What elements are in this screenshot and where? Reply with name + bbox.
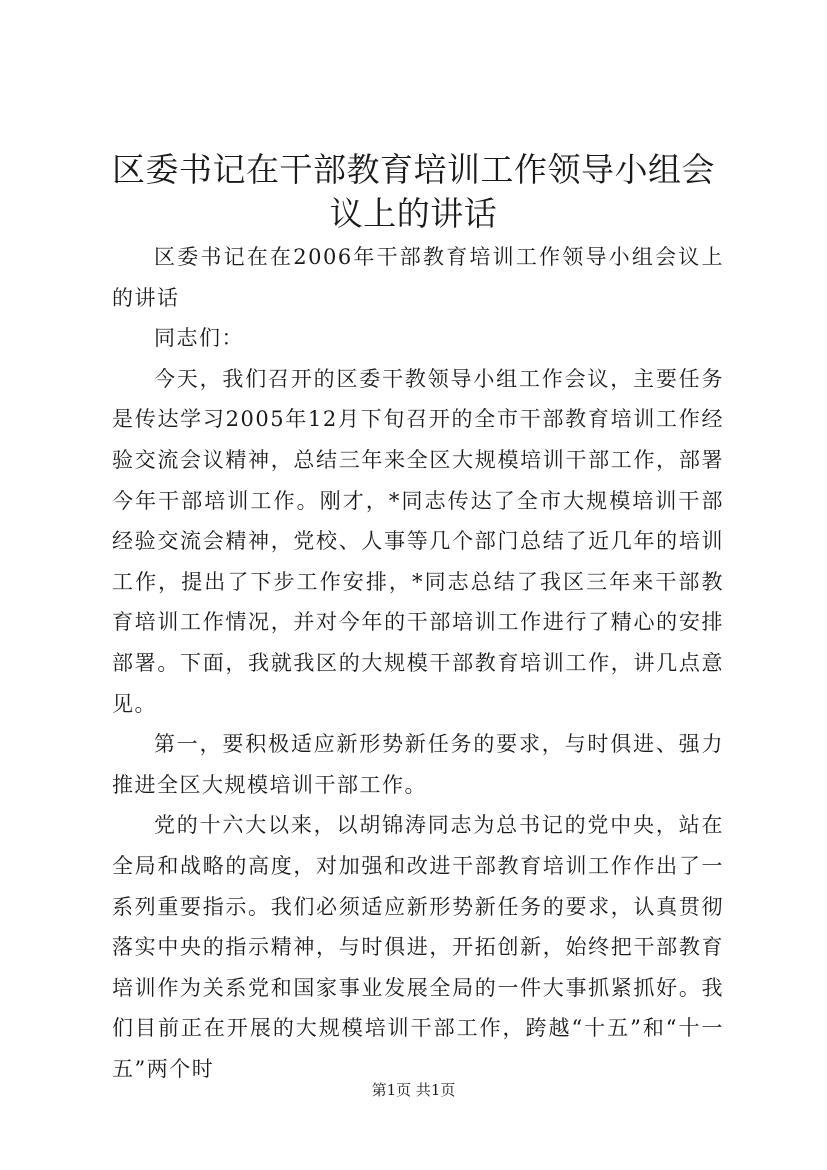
paragraph-salutation: 同志们： [154,326,244,351]
paragraph-point-one: 第一，要积极适应新形势新任务的要求，与时俱进、强力推进全区大规模培训干部工作。 [112,732,724,797]
paragraph-point-one-detail: 党的十六大以来，以胡锦涛同志为总书记的党中央，站在全局和战略的高度，对加强和改进干部教育培训工作作出了一系列重要指示。我们必须适应新形势新任务的要求，认真贯彻落实中央的指示精神，与时俱进，开拓创新，始终把干部教育培训作为关系党和国家事业发展全局的一件大事抓紧抓好。我们目前正在开展的大规模培训干部工作，跨越“十五”和“十一五”两个时 [112,813,724,1081]
page-footer: 第1页 共1页 [371,1081,456,1099]
paragraph-subtitle: 区委书记在在2006年干部教育培训工作领导小组会议上的讲话 [112,245,724,310]
document-title: 区委书记在干部教育培训工作领导小组会议上的讲话 [112,150,715,233]
document-body [112,237,724,1089]
paragraph-opening: 今天，我们召开的区委干教领导小组工作会议，主要任务是传达学习2005年12月下旬召开的全市干部教育培训工作经验交流会议精神，总结三年来全区大规模培训干部工作，部署今年干部培训工作。刚才，*同志传达了全市大规模培训干部经验交流会精神，党校、人事等几个部门总结了近几年的培训工作，提出了下步工作安排，*同志总结了我区三年来干部教育培训工作情况，并对今年的干部培训工作进行了精心的安排部署。下面，我就我区的大规模干部教育培训工作，讲几点意见。 [112,366,724,716]
